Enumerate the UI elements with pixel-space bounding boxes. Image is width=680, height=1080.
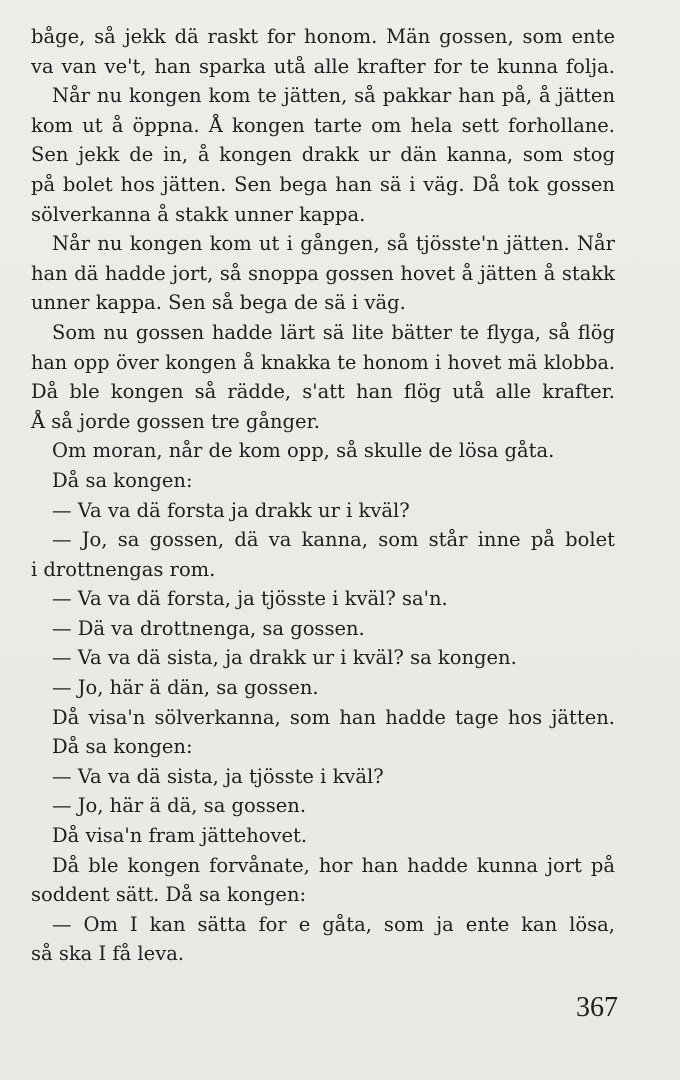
text-line: — Om I kan sätta for e gåta, som ja ente kan lösa, — [52, 912, 615, 936]
text-line: — Jo, här ä dän, sa gossen. — [52, 676, 319, 700]
text-line: i drottnengas rom. — [31, 557, 216, 581]
text-line: Då ble kongen så rädde, s'att han flög utå alle krafter. — [31, 380, 615, 404]
text-line: soddent sätt. Då sa kongen: — [31, 883, 307, 907]
text-line: Då visa'n sölverkanna, som han hadde tage hos jätten. — [52, 705, 615, 729]
text-line: — Va va dä sista, ja tjösste i kväl? — [52, 764, 384, 788]
text-line: på bolet hos jätten. Sen bega han sä i väg. Då tok gossen — [31, 172, 615, 196]
text-line: — Dä va drottnenga, sa gossen. — [52, 616, 365, 640]
page-number: 367 — [576, 992, 618, 1023]
text-line: — Va va dä forsta, ja tjösste i kväl? sa'n. — [52, 587, 448, 611]
text-line: va van ve't, han sparka utå alle krafter for te kunna folja. — [31, 54, 615, 78]
text-line: han dä hadde jort, så snoppa gossen hovet å jätten å stakk — [31, 261, 615, 285]
text-line: — Va va dä forsta ja drakk ur i kväl? — [52, 498, 410, 522]
text-line: kom ut å öppna. Å kongen tarte om hela sett forhollane. — [31, 113, 615, 137]
text-line: Då sa kongen: — [52, 468, 193, 492]
text-line: — Jo, sa gossen, dä va kanna, som står inne på bolet — [52, 528, 615, 552]
text-line: Når nu kongen kom te jätten, så pakkar han på, å jätten — [52, 84, 615, 108]
text-line: Då sa kongen: — [52, 735, 193, 759]
text-line: Då visa'n fram jättehovet. — [52, 824, 308, 848]
text-line: Å så jorde gossen tre gånger. — [31, 409, 320, 433]
text-line: Som nu gossen hadde lärt sä lite bätter te flyga, så flög — [52, 320, 615, 344]
body-text — [31, 22, 615, 969]
text-line: Om moran, når de kom opp, så skulle de lösa gåta. — [52, 439, 555, 463]
text-line: — Jo, här ä dä, sa gossen. — [52, 794, 307, 818]
text-line: så ska I få leva. — [31, 942, 185, 966]
text-line: unner kappa. Sen så bega de sä i väg. — [31, 291, 406, 315]
text-line: Når nu kongen kom ut i gången, så tjösste'n jätten. Når — [52, 232, 615, 256]
text-line: — Va va dä sista, ja drakk ur i kväl? sa kongen. — [52, 646, 517, 670]
text-line: han opp över kongen å knakka te honom i hovet mä klobba. — [31, 350, 615, 374]
text-line: Då ble kongen forvånate, hor han hadde kunna jort på — [52, 853, 615, 877]
text-line: båge, så jekk dä raskt for honom. Män gossen, som ente — [31, 25, 615, 48]
text-line: sölverkanna å stakk unner kappa. — [31, 202, 366, 226]
text-line: Sen jekk de in, å kongen drakk ur dän kanna, som stog — [31, 143, 615, 167]
